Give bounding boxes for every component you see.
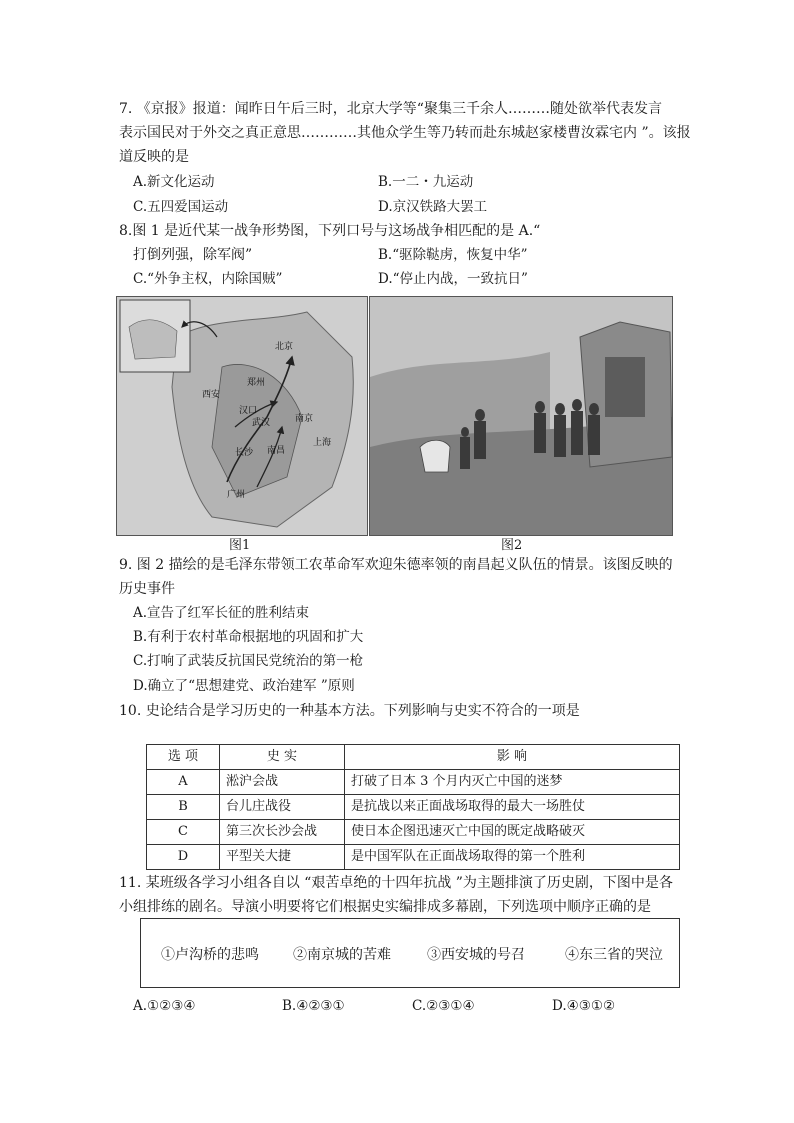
q7-option-d: D.京汉铁路大罢工: [378, 199, 488, 215]
cell-fact: 第三次长沙会战: [220, 820, 345, 845]
q11-option-d: D.④③①②: [552, 998, 616, 1014]
cell-impact: 打破了日本 3 个月内灭亡中国的迷梦: [345, 770, 680, 795]
q10-stem: 10. 史论结合是学习历史的一种基本方法。下列影响与史实不符合的一项是: [119, 703, 580, 719]
q7-line2: 表示国民对于外交之真正意思…………其他众学生等乃转而赴东城赵家楼曹汝霖宅内 ”。该报: [119, 125, 691, 141]
figure-1-map: [116, 296, 368, 536]
play-title-1: ①卢沟桥的悲鸣: [161, 947, 259, 963]
cell-impact: 使日本企图迅速灭亡中国的既定战略破灭: [345, 820, 680, 845]
figure-2-painting: [369, 296, 673, 536]
q11-option-c: C.②③①④: [412, 998, 475, 1014]
map-label-nanchang: 南昌: [267, 446, 286, 456]
q8-line1: 8.图 1 是近代某一战争形势图，下列口号与这场战争相匹配的是 A.“: [119, 223, 541, 239]
cell-fact: 台儿庄战役: [220, 795, 345, 820]
header-fact: 史 实: [220, 745, 345, 770]
table-header-row: [147, 745, 680, 770]
map-label-hankou: 汉口: [239, 406, 258, 416]
table-row: [147, 795, 680, 820]
q7-option-a: A.新文化运动: [133, 174, 215, 190]
q9-line2: 历史事件: [119, 581, 175, 597]
map-label-beijing: 北京: [275, 342, 294, 352]
q7-line1: 7. 《京报》报道：闻昨日午后三时，北京大学等“聚集三千余人………随处欲举代表发言: [119, 101, 662, 117]
figure-2-caption: 图2: [501, 538, 523, 553]
q11-option-b: B.④②③①: [282, 998, 345, 1014]
q7-option-b: B.一二・九运动: [378, 174, 474, 190]
q8-option-d: D.“停止内战，一致抗日”: [378, 271, 528, 287]
cell-option: C: [147, 820, 220, 845]
header-option: 选 项: [147, 745, 220, 770]
q8-option-b: B.“驱除鞑虏，恢复中华”: [378, 247, 528, 263]
cell-fact: 平型关大捷: [220, 845, 345, 870]
map-label-changsha: 长沙: [235, 448, 254, 458]
cell-impact: 是抗战以来正面战场取得的最大一场胜仗: [345, 795, 680, 820]
q9-option-b: B.有利于农村革命根据地的巩固和扩大: [133, 629, 364, 645]
q9-option-a: A.宣告了红军长征的胜利结束: [133, 605, 310, 621]
cell-impact: 是中国军队在正面战场取得的第一个胜利: [345, 845, 680, 870]
map-label-shanghai: 上海: [313, 438, 332, 448]
q10-table: [146, 744, 680, 870]
q8-option-c: C.“外争主权，内除国贼”: [133, 271, 283, 287]
q11-line2: 小组排练的剧名。导演小明要将它们根据史实编排成多幕剧，下列选项中顺序正确的是: [119, 899, 651, 915]
q7-line3: 道反映的是: [119, 149, 189, 165]
q9-option-c: C.打响了武装反抗国民党统治的第一枪: [133, 653, 364, 669]
q9-line1: 9. 图 2 描绘的是毛泽东带领工农革命军欢迎朱德率领的南昌起义队伍的情景。该图反映的: [119, 557, 673, 573]
map-label-wuhan: 武汉: [252, 418, 271, 428]
q8-option-a-cont: 打倒列强，除军阀”: [133, 247, 253, 263]
q7-option-c: C.五四爱国运动: [133, 199, 229, 215]
table-row: [147, 770, 680, 795]
map-label-nanjing: 南京: [295, 414, 314, 424]
map-label-guangzhou: 广州: [227, 490, 246, 500]
cell-option: A: [147, 770, 220, 795]
painting-drawing: [370, 297, 672, 535]
figure-1-caption: 图1: [229, 538, 251, 553]
map-label-xian: 西安: [202, 390, 221, 400]
q11-play-titles-box: [140, 918, 680, 988]
cell-fact: 淞沪会战: [220, 770, 345, 795]
cell-option: B: [147, 795, 220, 820]
play-title-4: ④东三省的哭泣: [565, 947, 663, 963]
q11-line1: 11. 某班级各学习小组各自以 “艰苦卓绝的十四年抗战 ”为主题排演了历史剧，下图中是各: [119, 875, 673, 891]
play-title-2: ②南京城的苦难: [293, 947, 391, 963]
header-impact: 影 响: [345, 745, 680, 770]
q11-option-a: A.①②③④: [133, 998, 196, 1014]
q9-option-d: D.确立了“思想建党、政治建军 ”原则: [133, 678, 355, 694]
cell-option: D: [147, 845, 220, 870]
map-label-zhengzhou: 郑州: [247, 378, 266, 388]
play-title-3: ③西安城的号召: [427, 947, 525, 963]
table-row: [147, 820, 680, 845]
map-drawing: [117, 297, 367, 535]
table-row: [147, 845, 680, 870]
